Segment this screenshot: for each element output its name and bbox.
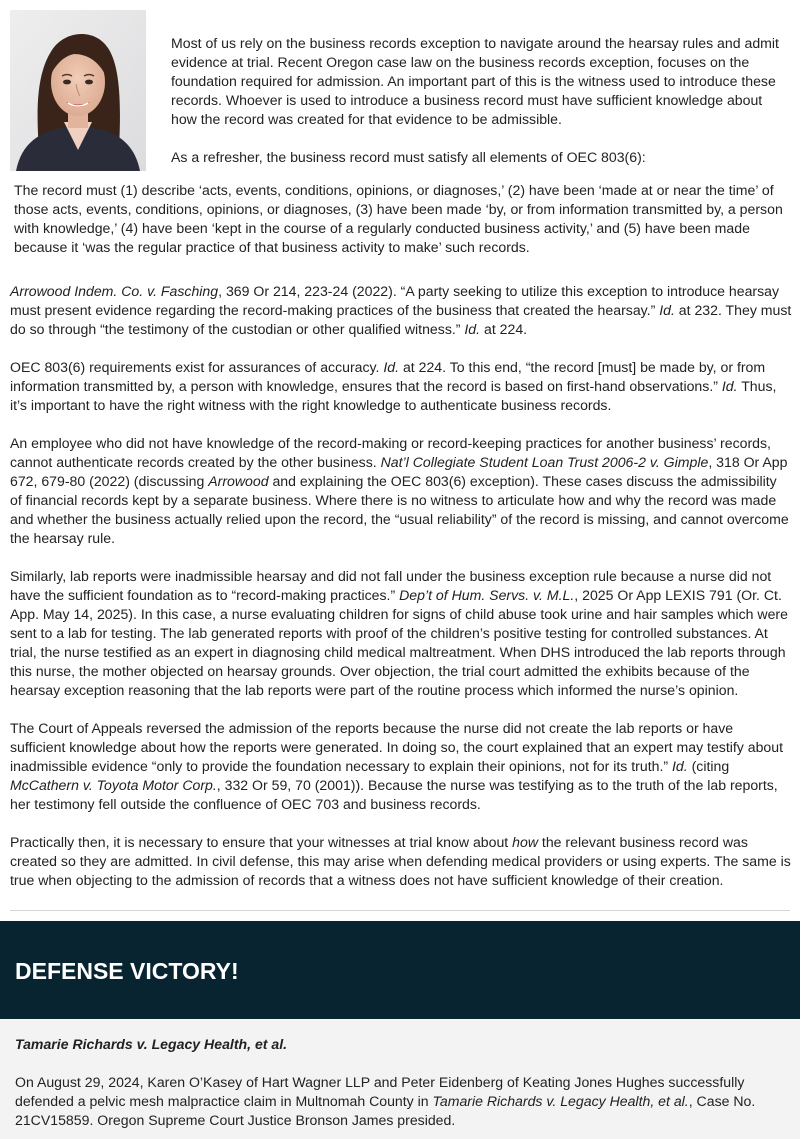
case-citation: Nat’l Collegiate Student Loan Trust 2006-2 v. Gimple bbox=[380, 454, 709, 470]
case-citation: Arrowood Indem. Co. v. Fasching bbox=[10, 283, 219, 299]
case-summary-section bbox=[0, 1019, 800, 1139]
case-citation: Dep’t of Hum. Servs. v. M.L. bbox=[399, 587, 575, 603]
intro-text bbox=[171, 34, 791, 167]
article-paragraph-lab-reports: Similarly, lab reports were inadmissible hearsay and did not fall under the business exception rule because a nurse did not have the sufficient foundation as to “record-making practices.” Dep’t of Hum. Servs. v. M.L., 2025 Or App LEXIS 791 (Or. Ct. App. May 14, 2025). In this case, a nurse evaluating children for signs of child abuse took urine and hair samples which were sent to a lab for testing. The lab generated reports with proof of the children’s positive testing for controlled substances. At trial, the nurse testified as an expert in diagnosing child medical maltreatment. When DHS introduced the lab reports through this nurse, the mother objected on hearsay grounds. Over objection, the trial court admitted the exhibits because of the hearsay exception reasoning that the lab reports were part of the routine process which informed the nurse’s opinion. bbox=[10, 568, 788, 698]
case-summary-text: On August 29, 2024, Karen O’Kasey of Hart Wagner LLP and Peter Eidenberg of Keating Jones Hughes successfully defended a pelvic mesh malpractice claim in Multnomah County in Tamarie Richards v. Legacy Health, et al., Case No. 21CV15859. Oregon Supreme Court Justice Bronson James presided. bbox=[15, 1074, 756, 1128]
article-paragraph-accuracy: OEC 803(6) requirements exist for assurances of accuracy. Id. at 224. To this end, “the record [must] be made by, or from information transmitted by, a person with knowledge, ensures that the record is based on first-hand observations.” Id. Thus, it’s important to have the right witness with the right knowledge to authenticate business records. bbox=[10, 359, 777, 413]
oec-803-quote bbox=[14, 181, 790, 257]
case-title: Tamarie Richards v. Legacy Health, et al. bbox=[15, 1036, 288, 1052]
section-divider bbox=[10, 910, 790, 911]
author-portrait-photo bbox=[10, 10, 146, 171]
refresher-paragraph: As a refresher, the business record must satisfy all elements of OEC 803(6): bbox=[171, 149, 646, 165]
article-body bbox=[10, 282, 792, 890]
intro-paragraph: Most of us rely on the business records exception to navigate around the hearsay rules and admit evidence at trial. Recent Oregon case law on the business records exception, focuses on the foundation required for admission. An important part of this is the witness used to introduce these records. Whoever is used to introduce a business record must have sufficient knowledge about how the record was created for that evidence to be admissible. bbox=[171, 35, 779, 127]
article-paragraph-conclusion: Practically then, it is necessary to ensure that your witnesses at trial know about how the relevant business record was created so they are admitted. In civil defense, this may arise when defending medical providers or using experts. The same is true when objecting to the admission of records that a witness does not have sufficient knowledge of their creation. bbox=[10, 834, 791, 888]
article-paragraph-court-of-appeals: The Court of Appeals reversed the admission of the reports because the nurse did not create the lab reports or have sufficient knowledge about how the reports were generated. In doing so, the court explained that an expert may testify about inadmissible evidence “only to provide the foundation necessary to explain their opinions, not for its truth.” Id. (citing McCathern v. Toyota Motor Corp., 332 Or 59, 70 (2001)). Because the nurse was testifying as to the truth of the lab reports, her testimony fell outside the confluence of OEC 703 and business records. bbox=[10, 720, 784, 812]
defense-victory-banner bbox=[0, 921, 800, 1019]
article-paragraph-arrowood: Arrowood Indem. Co. v. Fasching, 369 Or 214, 223-24 (2022). “A party seeking to utilize this exception to introduce hearsay must present evidence regarding the record-making practices of the business that created the hearsay.” Id. at 232. They must do so through “the testimony of the custodian or other qualified witness.” Id. at 224. bbox=[10, 283, 792, 337]
banner-title: DEFENSE VICTORY! bbox=[15, 958, 239, 984]
quote-text: The record must (1) describe ‘acts, events, conditions, opinions, or diagnoses,’ (2) have been ‘made at or near the time’ of those acts, events, conditions, opinions, or diagnoses, (3) have been made ‘by, or from information transmitted by, a person with knowledge,’ (4) have been ‘kept in the course of a regularly conducted business activity,’ and (5) have been made because it ‘was the regular practice of that business activity to make’ such records. bbox=[14, 182, 783, 255]
case-citation: McCathern v. Toyota Motor Corp. bbox=[10, 777, 217, 793]
case-citation: Tamarie Richards v. Legacy Health, et al. bbox=[432, 1093, 689, 1109]
article-paragraph-gimple: An employee who did not have knowledge of the record-making or record-keeping practices for another business’ records, cannot authenticate records created by the other business. Nat’l Collegiate Student Loan Trust 2006-2 v. Gimple, 318 Or App 672, 679-80 (2022) (discussing Arrowood and explaining the OEC 803(6) exception). These cases discuss the admissibility of financial records kept by a separate business. Where there is no witness to articulate how and why the record was made and whether the business actually relied upon the record, the “usual reliability” of the record is missing, and cannot overcome the hearsay rule. bbox=[10, 435, 789, 546]
